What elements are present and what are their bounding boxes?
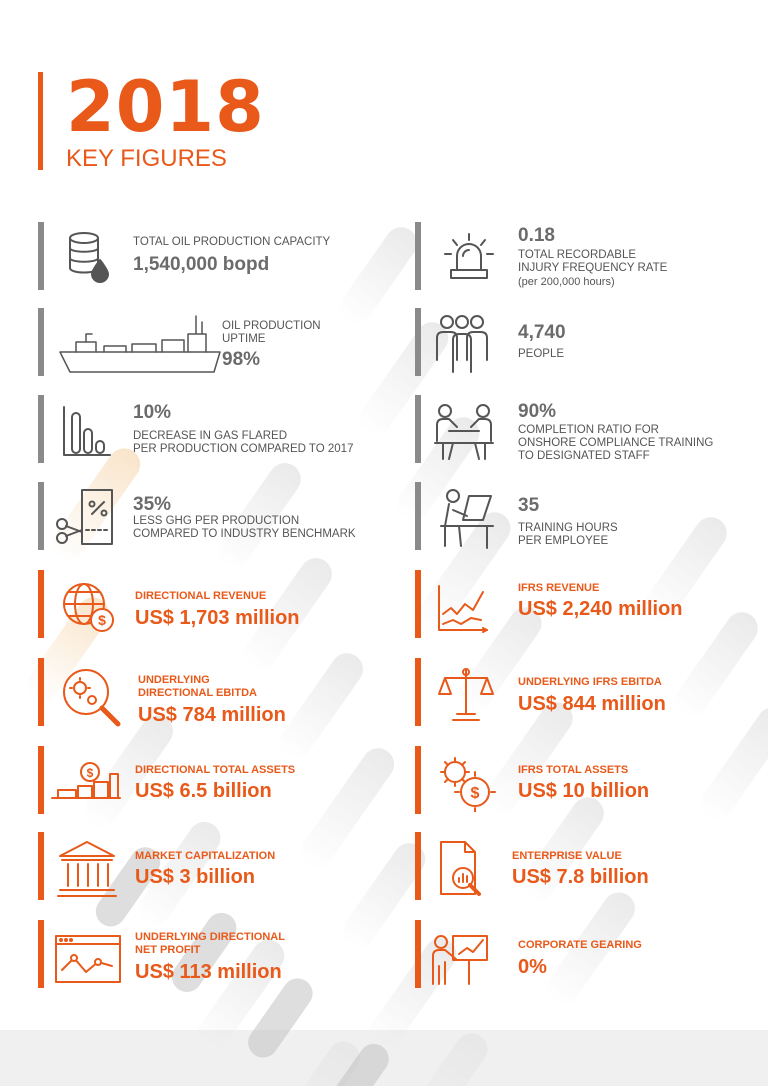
fpso-ship-icon bbox=[56, 312, 226, 376]
item-value: 10% bbox=[133, 402, 172, 423]
item-value: US$ 113 million bbox=[135, 961, 282, 983]
item-value: US$ 3 billion bbox=[135, 866, 256, 888]
item-value: 35% bbox=[133, 494, 172, 515]
item-note: (per 200,000 hours) bbox=[518, 276, 615, 288]
line-chart-up-icon bbox=[435, 584, 489, 634]
percent-cut-icon bbox=[54, 486, 120, 550]
key-figure-directional-total-assets bbox=[38, 746, 378, 816]
item-label-line-1: TOTAL RECORDABLE bbox=[518, 249, 637, 261]
item-label-line-2: INJURY FREQUENCY RATE bbox=[518, 262, 668, 274]
item-divider-bar bbox=[38, 308, 44, 376]
item-value: 98% bbox=[222, 349, 261, 370]
key-figure-corporate-gearing bbox=[415, 920, 755, 990]
scales-icon bbox=[437, 664, 495, 722]
item-label: DIRECTIONAL REVENUE bbox=[135, 590, 267, 602]
item-divider-bar bbox=[415, 395, 421, 463]
key-figure-ghg bbox=[38, 482, 378, 552]
key-figure-underlying-ifrs-ebitda bbox=[415, 658, 755, 728]
key-figure-ifrs-revenue bbox=[415, 570, 755, 640]
computer-desk-icon bbox=[437, 486, 497, 550]
key-figure-compliance-training bbox=[415, 395, 755, 465]
item-label-line-2: PER EMPLOYEE bbox=[518, 535, 609, 547]
document-search-icon bbox=[437, 838, 489, 898]
item-label: CORPORATE GEARING bbox=[518, 939, 642, 951]
key-figure-underlying-directional-ebitda bbox=[38, 658, 378, 728]
item-value: 1,540,000 bopd bbox=[133, 254, 270, 275]
meeting-table-icon bbox=[431, 401, 497, 461]
item-label-line-1: TRAINING HOURS bbox=[518, 522, 618, 534]
item-label: UNDERLYING IFRS EBITDA bbox=[518, 676, 662, 688]
item-label: PEOPLE bbox=[518, 348, 565, 360]
item-label: IFRS TOTAL ASSETS bbox=[518, 764, 629, 776]
decrease-bars-icon bbox=[62, 403, 112, 459]
item-value: US$ 10 billion bbox=[518, 780, 650, 802]
key-figure-gas-flared bbox=[38, 395, 378, 465]
key-figure-directional-revenue bbox=[38, 570, 378, 640]
item-divider-bar bbox=[415, 570, 421, 638]
item-value: 0% bbox=[518, 956, 547, 978]
item-label-line-1: LESS GHG PER PRODUCTION bbox=[133, 515, 300, 527]
alarm-light-icon bbox=[441, 230, 497, 284]
item-label-line-2: PER PRODUCTION COMPARED TO 2017 bbox=[133, 443, 354, 455]
item-label-line-2: DIRECTIONAL EBITDA bbox=[138, 687, 257, 699]
item-label-line-1: UNDERLYING bbox=[138, 674, 210, 686]
svg-text:$: $ bbox=[98, 612, 106, 628]
key-figure-oil-production-uptime bbox=[38, 308, 378, 378]
item-label: IFRS REVENUE bbox=[518, 582, 600, 594]
item-label: DIRECTIONAL TOTAL ASSETS bbox=[135, 764, 296, 776]
item-label-line-2: COMPARED TO INDUSTRY BENCHMARK bbox=[133, 528, 356, 540]
key-figure-net-profit bbox=[38, 920, 378, 990]
item-label-line-1: DECREASE IN GAS FLARED bbox=[133, 430, 288, 442]
key-figure-market-capitalization bbox=[38, 832, 378, 902]
presentation-icon bbox=[429, 930, 491, 988]
bank-building-icon bbox=[56, 838, 118, 898]
page-year: 2018 bbox=[66, 66, 265, 148]
item-label-line-2: UPTIME bbox=[222, 333, 266, 345]
item-divider-bar bbox=[415, 920, 421, 988]
item-value: US$ 784 million bbox=[138, 704, 286, 726]
svg-text:$: $ bbox=[86, 766, 94, 780]
item-label-line-2: NET PROFIT bbox=[135, 944, 201, 956]
item-label: MARKET CAPITALIZATION bbox=[135, 850, 276, 862]
item-divider-bar bbox=[415, 832, 421, 900]
coins-stack-icon bbox=[50, 760, 122, 804]
item-divider-bar bbox=[415, 658, 421, 726]
item-value: US$ 1,703 million bbox=[135, 607, 300, 629]
item-divider-bar bbox=[415, 222, 421, 290]
item-label-line-1: OIL PRODUCTION bbox=[222, 320, 321, 332]
item-label: TOTAL OIL PRODUCTION CAPACITY bbox=[133, 236, 331, 248]
browser-chart-icon bbox=[52, 932, 124, 986]
item-divider-bar bbox=[415, 746, 421, 814]
item-value: US$ 7.8 billion bbox=[512, 866, 649, 888]
item-label-line-2: ONSHORE COMPLIANCE TRAINING bbox=[518, 437, 714, 449]
page-subtitle: KEY FIGURES bbox=[66, 145, 227, 172]
key-figure-oil-production-capacity bbox=[38, 222, 378, 292]
oil-barrel-icon bbox=[64, 228, 118, 284]
item-label-line-1: UNDERLYING DIRECTIONAL bbox=[135, 931, 285, 943]
item-divider-bar bbox=[38, 395, 44, 463]
item-divider-bar bbox=[38, 746, 44, 814]
item-divider-bar bbox=[415, 308, 421, 376]
item-label: ENTERPRISE VALUE bbox=[512, 850, 622, 862]
item-divider-bar bbox=[415, 482, 421, 550]
item-value: US$ 6.5 billion bbox=[135, 780, 272, 802]
item-label-line-3: TO DESIGNATED STAFF bbox=[518, 450, 650, 462]
globe-dollar-icon bbox=[60, 580, 118, 636]
key-figure-enterprise-value bbox=[415, 832, 755, 902]
gears-dollar-icon bbox=[437, 754, 497, 812]
item-divider-bar bbox=[38, 570, 44, 638]
key-figure-ifrs-total-assets bbox=[415, 746, 755, 816]
key-figure-training-hours bbox=[415, 482, 755, 552]
item-value: US$ 2,240 million bbox=[518, 598, 683, 620]
item-value: US$ 844 million bbox=[518, 693, 666, 715]
header-accent-bar bbox=[38, 72, 43, 170]
people-group-icon bbox=[431, 312, 493, 374]
svg-text:$: $ bbox=[470, 785, 480, 802]
item-label-line-1: COMPLETION RATIO FOR bbox=[518, 424, 659, 436]
item-divider-bar bbox=[38, 832, 44, 900]
item-value: 0.18 bbox=[518, 225, 555, 246]
magnifier-gears-icon bbox=[60, 666, 126, 730]
item-divider-bar bbox=[38, 482, 44, 550]
item-value: 90% bbox=[518, 401, 557, 422]
item-divider-bar bbox=[38, 222, 44, 290]
key-figure-people bbox=[415, 308, 755, 378]
item-value: 4,740 bbox=[518, 322, 566, 343]
item-value: 35 bbox=[518, 495, 540, 516]
item-divider-bar bbox=[38, 658, 44, 726]
key-figure-injury-frequency-rate bbox=[415, 222, 755, 292]
item-divider-bar bbox=[38, 920, 44, 988]
